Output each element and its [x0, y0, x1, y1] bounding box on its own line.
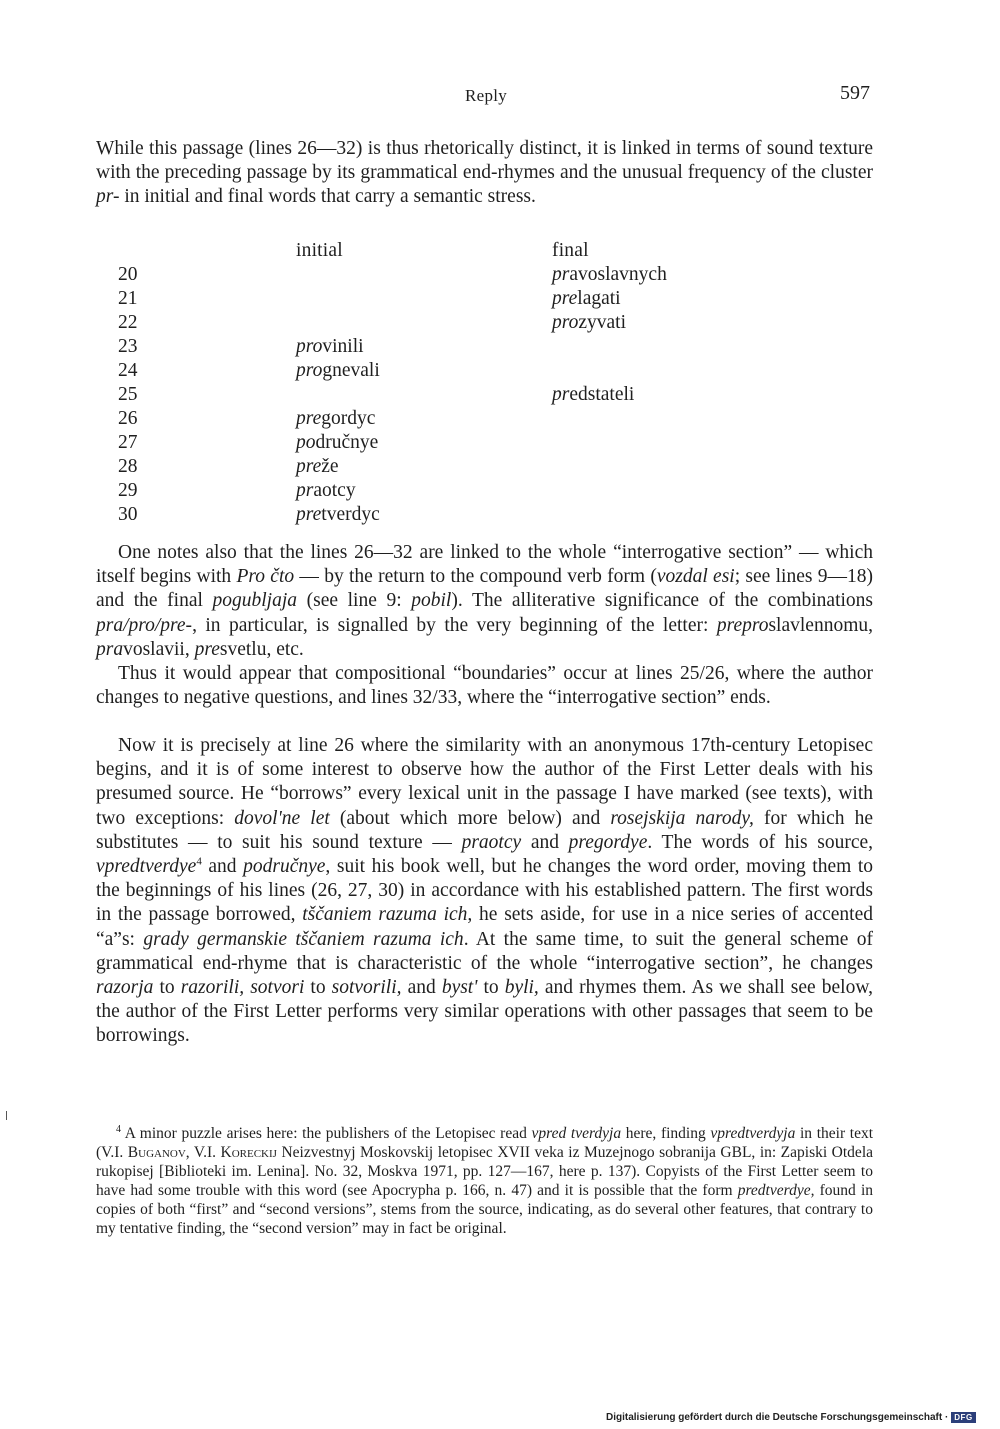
table-row: 29 praotcy — [118, 480, 356, 501]
footnote-number: 4 — [116, 1123, 121, 1135]
table-row: 30 pretverdyc — [118, 504, 380, 525]
footnote-4: $^4$ A minor puzzle arises here: the publishers of the Letopisec read vpred tverdyja here, finding vpredtverdyja in their text (V.I. Buganov, V.I. Koreckij Neizvestnyj Moskovskij letopisec XVII veka iz Muzejnogo sobranija GBL, in: Zapiski Otdela rukopisej [Biblioteki im. Lenina]. No. 32, Moskva 1971, pp. 127—167, here p. 137). Copyists of the First Letter seem to have had some trouble with this word (see Apocrypha p. 166, n. 47) and it is possible that the form predtverdye, found in copies of both “first” and “second versions”, stems from the source, indicating, as do several other features, that contrary to my tentative finding, the “second version” may in fact be original. — [96, 1123, 874, 1237]
table-row: 26 pregordyc — [118, 408, 376, 429]
page-number: 597 — [840, 82, 870, 104]
running-head-title: Reply — [465, 86, 508, 105]
table-header-row — [96, 240, 873, 264]
paragraph-3: Thus it would appear that compositional “boundaries” occur at lines 25/26, where the author changes to negative questions, and lines 32/33, where the “interrogative section” ends. — [96, 663, 873, 709]
running-head — [0, 82, 1000, 110]
column-header-initial: initial — [296, 240, 343, 261]
table-row: 24 prognevali — [118, 360, 380, 381]
table-row: 21 prelagati — [118, 288, 621, 309]
table-row: 20 pravoslavnych — [118, 264, 667, 285]
paragraph-4: Now it is precisely at line 26 where the similarity with an anonymous 17th-century Letopisec begins, and it is of some interest to observe how the author of the First Letter deals with his presumed source. He “borrows” every lexical unit in the passage I have marked (see texts), with two exceptions: dovol'ne let (about which more below) and rosejskija narody, for which he substitutes — to suit his sound texture — praotcy and pregordye. The words of his source, vpredtverdye$^4$ and područnye, suit his book well, but he changes the word order, moving them to the beginnings of his lines (26, 27, 30) in accordance with his established pattern. The first words in the passage borrowed, tščaniem razuma ich, he sets aside, for use in a nice series of accented “a”s: grady germanskie tščaniem razuma ich. At the same time, to suit the general scheme of grammatical end-rhyme that is characteristic of the whole “interrogative section”, he changes razorja to razorili, sotvori to sotvorili, and byst' to byli, and rhymes them. As we shall see below, the author of the First Letter performs very similar operations with other passages that seem to be borrowings. — [96, 735, 874, 1047]
margin-mark — [6, 1111, 7, 1120]
table-row: 28 preže — [118, 456, 339, 477]
paragraph-2: One notes also that the lines 26—32 are linked to the whole “interrogative section” — which itself begins with Pro čto — by the return to the compound verb form (vozdal esi; see lines 9—18) and the final pogubljaja (see line 9: pobil). The alliterative significance of the combinations pra/pro/pre-, in particular, is signalled by the very beginning of the letter: preproslavlennomu, pravoslavii, presvetlu, etc. — [96, 542, 873, 660]
alliteration-table — [96, 240, 873, 528]
digitization-credit: Digitalisierung gefördert durch die Deutsche Forschungsgemeinschaft · DFG — [606, 1412, 976, 1423]
table-row: 22 prozyvati — [118, 312, 627, 333]
table-row: 25 predstateli — [118, 384, 635, 405]
footnote-reference[interactable]: 4 — [196, 855, 202, 868]
column-header-final: final — [552, 240, 589, 261]
table-row: 23 provinili — [118, 336, 364, 357]
table-row: 27 područnye — [118, 432, 379, 453]
dfg-logo: DFG — [951, 1412, 975, 1423]
paragraph-1: While this passage (lines 26—32) is thus rhetorically distinct, it is linked in terms of sound texture with the preceding passage by its grammatical end-rhymes and the unusual frequency of the cluster pr- in initial and final words that carry a semantic stress. — [96, 138, 873, 208]
